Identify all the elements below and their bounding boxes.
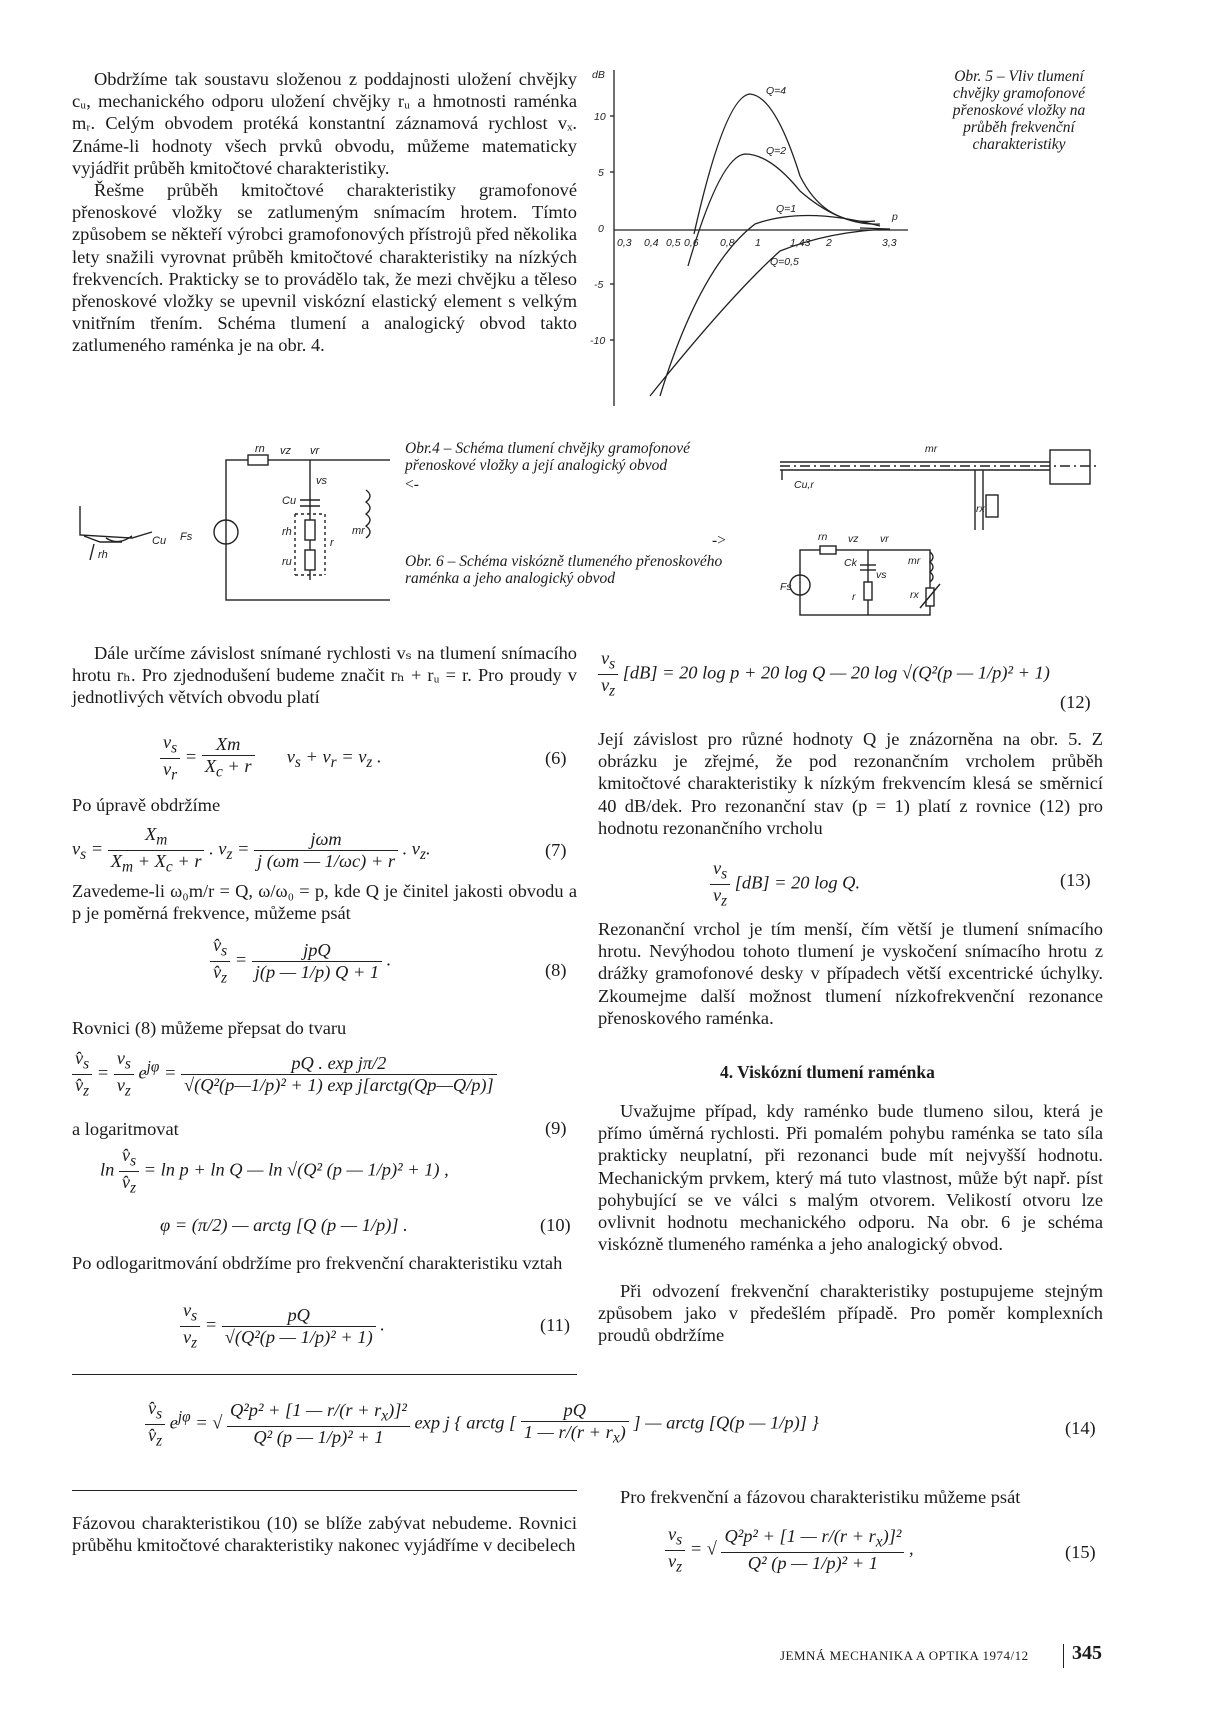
curve-label: Q=1 <box>776 203 797 215</box>
after-equation-8: Rovnici (8) můžeme přepsat do tvaru <box>72 1018 347 1038</box>
curve-label: Q=0,5 <box>770 256 799 268</box>
figure-5-graph <box>590 66 920 411</box>
label: rx <box>976 503 985 515</box>
paragraph-9: Při odvození frekvenční charakteristiky postupujeme stejným způsobem jako v předešlém případě. Pro poměr komplexních proudů obdržíme <box>598 1281 1103 1346</box>
page-number: 345 <box>1072 1642 1102 1664</box>
figure-6-arrow: -> <box>712 532 726 549</box>
label: rh <box>98 549 108 561</box>
paragraph-7: Rezonanční vrchol je tím menší, čím větší je tlumení snímacího hrotu. Nevýhodou tohoto tlumení je vyskočení snímacího hrotu z drážky gramofonové desky v případech větší excentrické úchylky. Zkoumejme další možnost tlumení nízkofrekvenční rezonance přenoskového raménka. <box>598 919 1103 1028</box>
y-tick-label: 0 <box>598 223 604 235</box>
y-tick-label: -5 <box>594 279 604 291</box>
label: vs <box>316 475 327 487</box>
y-tick-label: 5 <box>598 167 604 179</box>
paragraph-5: Po odlogaritmování obdržíme pro frekvenční charakteristiku vztah <box>72 1253 563 1273</box>
label: ru <box>282 556 292 568</box>
curve-label: Q=2 <box>766 145 787 157</box>
paragraph: Obdržíme tak soustavu složenou z poddajnosti uložení chvějky cᵤ, mechanického odporu uložení chvějky rᵤ a hmotnosti raménka mᵣ. Celým obvodem protéká konstantní záznamová rychlost vₓ. Známe-li hodnoty všech prvků obvodu, můžeme matematicky vyjádřit průběh kmitočtové charakteristiky. <box>72 69 577 178</box>
equation-12: $\frac{v_s}{v_z}$ [dB] = 20 log p + 20 log Q — 20 log √(Q²(p — 1/p)² + 1) <box>598 648 1050 700</box>
equation-number: (14) <box>1065 1418 1096 1438</box>
x-tick-label: 0,8 <box>720 237 735 249</box>
label: Cu <box>282 495 297 507</box>
paragraph-4: Zavedeme-li ω₀m/r = Q, ω/ω₀ = p, kde Q je činitel jakosti obvodu a p je poměrná frekvence, můžeme psát <box>72 881 577 924</box>
equation-number: (8) <box>545 960 567 980</box>
x-tick-label: 3,3 <box>882 237 897 249</box>
equation-number: (7) <box>545 840 567 860</box>
y-tick-label: 10 <box>594 111 606 123</box>
figure-4-drawing <box>70 440 390 620</box>
equation-11: $\frac{v_s}{v_z}$ = $\frac{pQ}{\text{√(Q²(p — 1/p)² + 1)}}$ . <box>180 1300 385 1352</box>
equation-7: $v_s$ = $\frac{X_m}{X_m + X_c + r}$ . $v_z$ = $\frac{\text{jωm}}{j (\omega m — 1/\omega c) + r}$ . $v_z$. <box>72 824 431 876</box>
bottom-right-text: Pro frekvenční a fázovou charakteristiku můžeme psát <box>620 1487 1021 1507</box>
equation-10a: ln $\frac{v̂_s}{v̂_z}$ = ln p + ln Q — ln √(Q² (p — 1/p)² + 1) , <box>100 1145 449 1197</box>
paragraph-6: Její závislost pro různé hodnoty Q je znázorněna na obr. 5. Z obrázku je zřejmé, že pod rezonančním vrcholem průběh kmitočtové charakteristiky k nízkým frekvencím klesá se směrnicí 40 dB/dek. Pro rezonanční stav (p = 1) platí z rovnice (12) pro hodnotu rezonančního vrcholu <box>598 729 1103 838</box>
label: mr <box>352 525 365 537</box>
bottom-left-text: Fázovou charakteristikou (10) se blíže zabývat nebudeme. Rovnici průběhu kmitočtové charakteristiky nakonec vyjádříme v decibelech <box>72 1513 577 1556</box>
label: vr <box>880 533 889 545</box>
label: rx <box>910 589 919 601</box>
label: vz <box>848 533 859 545</box>
equation-14: $\frac{v̂_s}{v̂_z}$ $e^{j\varphi}$ = √ $\frac{Q^2p^2 + [1 — r/(r + r_x)]^2}{\text{Q² (p — 1/p)² + 1}}$ exp j { arctg [ $\frac{pQ}{1 — r/(r + r_x)}$ ] — arctg [Q(p — 1/p)] } <box>145 1398 819 1450</box>
paragraph-8: Uvažujme případ, kdy raménko bude tlumeno silou, která je přímo úměrná rychlosti. Při pomalém pohybu raménka se tato síla prakticky neuplatní, při rezonanci bude mít nejvyšší hodnotu. Mechanickým prvkem, který má tuto vlastnost, může být např. píst pohybující se ve válci s malým otvorem. Velikostí otvoru lze ovlivnit hodnotu mechanického odporu. Na obr. 6 je schéma viskózně tlumeného raménka a jeho analogický obvod. <box>598 1101 1103 1255</box>
after-equation-6: Po úpravě obdržíme <box>72 795 221 815</box>
label: r <box>330 537 334 549</box>
label: rh <box>282 526 292 538</box>
footer-divider <box>1063 1644 1064 1668</box>
equation-number: (11) <box>540 1315 570 1335</box>
section-heading: 4. Viskózní tlumení raménka <box>720 1062 935 1082</box>
equation-9: $\frac{v̂_s}{v̂_z}$ = $\frac{v_s}{v_z}$ $e^{j\varphi}$ = $\frac{\text{pQ . exp jπ/2}}{\text{√(Q²(p—1/p)² + 1) exp j[arctg(Qp—Q/p)]}}$ <box>72 1048 497 1100</box>
after-equation-9: a logaritmovat <box>72 1119 179 1139</box>
equation-10b: φ = (π/2) — arctg [Q (p — 1/p)] . <box>160 1215 408 1235</box>
equation-6: $\frac{v_s}{v_r}$ = $\frac{Xm}{X_c + r}$ $v_s + v_r = v_z$ . <box>160 732 382 784</box>
equation-number: (15) <box>1065 1542 1096 1562</box>
paragraph: Řešme průběh kmitočtové charakteristiky gramofonové přenoskové vložky se zatlumeným snímacím hrotem. Tímto způsobem se někteří výrobci gramofonových přístrojů před několika lety snažili vyrovnat průběh kmitočtové charakteristiky na nízkých frekvencích. Prakticky se to provádělo tak, že mezi chvějku a těleso přenoskové vložky se upevnil viskózní elastický element s velkým vnitřním třením. Schéma tlumení a analogický obvod takto zatlumeného raménka je na obr. 4. <box>72 180 577 356</box>
label: r <box>852 591 856 603</box>
label: Cu,r <box>794 479 814 491</box>
label: vz <box>280 445 291 457</box>
paragraph-3: Dále určíme závislost snímané rychlosti vₛ na tlumení snímacího hrotu rₕ. Pro zjednodušení budeme značit rₕ + rᵤ = r. Pro proudy v jednotlivých větvích obvodu platí <box>72 643 577 708</box>
p-label: p <box>892 211 898 223</box>
curve-label: Q=4 <box>766 85 787 97</box>
label: Cu <box>152 535 167 547</box>
x-tick-label: 2 <box>826 237 832 249</box>
divider <box>72 1490 577 1491</box>
equation-15: $\frac{v_s}{v_z}$ = √ $\frac{Q^2p^2 + [1 — r/(r + r_x)]^2}{\text{Q² (p — 1/p)² + 1}}$ , <box>665 1524 914 1576</box>
label: vr <box>310 445 320 457</box>
y-tick-label: -10 <box>590 335 606 347</box>
x-tick-label: 1 <box>755 237 761 249</box>
figure-6-drawing <box>780 440 1110 620</box>
journal-name: JEMNÁ MECHANIKA A OPTIKA 1974/12 <box>780 1648 1029 1663</box>
figure-4-caption: Obr.4 – Schéma tlumení chvějky gramofonové přenoskové vložky a její analogický obvod <box>405 440 690 474</box>
label: Fs <box>780 581 792 593</box>
divider <box>72 1374 577 1375</box>
text-column-left-top <box>72 68 577 357</box>
label: vs <box>876 569 887 581</box>
x-tick-label: 0,6 <box>684 237 699 249</box>
equation-13: $\frac{v_s}{v_z}$ [dB] = 20 log Q. <box>710 858 860 910</box>
equation-number: (10) <box>540 1215 571 1235</box>
x-tick-label: 0,5 <box>666 237 681 249</box>
equation-number: (13) <box>1060 870 1091 890</box>
label: rn <box>818 531 828 543</box>
label: mr <box>925 443 938 455</box>
x-tick-label: 0,3 <box>617 237 632 249</box>
label: Ck <box>844 557 857 569</box>
equation-number: (6) <box>545 748 567 768</box>
label: rn <box>255 443 265 455</box>
y-unit-label: dB <box>592 69 605 81</box>
equation-number: (12) <box>1060 692 1091 712</box>
x-tick-label: 0,4 <box>644 237 659 249</box>
figure-4-arrow: <- <box>405 476 419 493</box>
equation-8: $\frac{v̂_s}{v̂_z}$ = $\frac{\text{jpQ}}{j(p — 1/p) Q + 1}$ . <box>210 935 391 987</box>
x-tick-label: 1,43 <box>790 237 811 249</box>
label: Fs <box>180 531 193 543</box>
figure-6-caption: Obr. 6 – Schéma viskózně tlumeného přenoskového raménka a jeho analogický obvod <box>405 553 723 587</box>
equation-number: (9) <box>545 1118 567 1138</box>
label: mr <box>908 555 921 567</box>
figure-5-caption: Obr. 5 – Vliv tlumení chvějky gramofonové přenoskové vložky na průběh frekvenční charakteristiky <box>952 68 1086 153</box>
